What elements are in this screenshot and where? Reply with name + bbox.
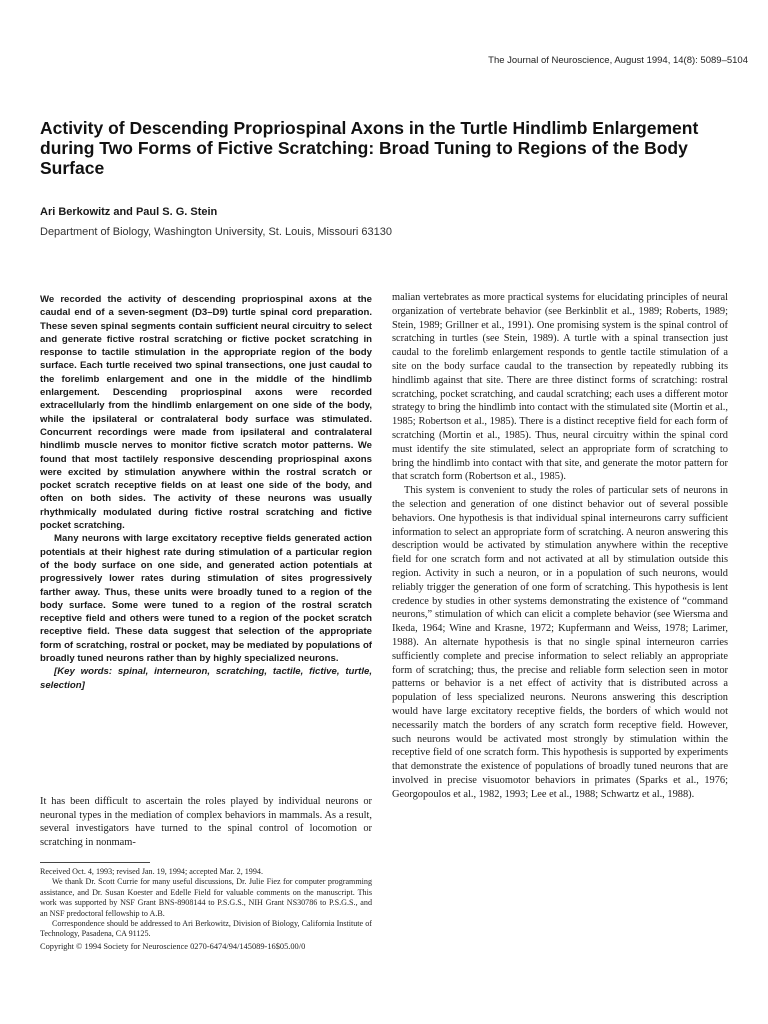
article-title: Activity of Descending Propriospinal Axons in the Turtle Hindlimb Enlargement during Two Forms of Fictive Scratching: Broad Tuning to Regions of the Body Surface <box>40 118 699 178</box>
abstract <box>40 293 372 692</box>
received-dates: Received Oct. 4, 1993; revised Jan. 19, 1994; accepted Mar. 2, 1994. <box>40 867 263 876</box>
copyright-line: Copyright © 1994 Society for Neuroscience 0270-6474/94/145089-16$05.00/0 <box>40 941 306 951</box>
journal-citation: The Journal of Neuroscience, August 1994, 14(8): 5089–5104 <box>488 55 748 66</box>
correspondence-note: Correspondence should be addressed to Ari Berkowitz, Division of Biology, California Institute of Technology, Pasadena, CA 91125. <box>40 919 372 939</box>
body-text-right-column <box>392 291 728 801</box>
body-paragraph: malian vertebrates as more practical systems for elucidating principles of neural organization of vertebrate behavior (see Berkinblit et al., 1989; Roberts, 1989; Stein, 1989; Grillner et al., 1991). One promising system is the spinal control of scratching in turtles (see Stein, 1989). A turtle with a spinal transection just caudal to the forelimb enlargement responds to gentle tactile stimulation of a site on the body surface caudal to the transection by repeatedly rubbing its hindlimb against that site. There are three distinct forms of scratching: rostral scratching, pocket scratching, and caudal scratching; each uses a different motor strategy to bring the hindlimb into contact with the stimulated site (Mortin et al., 1985; Robertson et al., 1985). There is a distinct receptive field for each form of scratching (Mortin et al., 1985). Thus, neural circuitry within the spinal cord must identify the site stimulated, select an appropriate form of scratching to bring the hindlimb into contact with that site, and generate the motor pattern for that scratch form (Robertson et al., 1985). <box>392 292 728 483</box>
abstract-paragraph: We recorded the activity of descending propriospinal axons at the caudal end of a seven-segment (D3–D9) turtle spinal cord preparation. These seven spinal segments contain sufficient neural circuitry to select and generate fictive rostral scratching or fictive pocket scratching in response to tactile stimulation in the appropriate region of the body surface. Each turtle received two spinal transections, one just caudal to the forelimb enlargement and one in the middle of the hindlimb enlargement. Descending propriospinal axons were recorded extracellularly from the hindlimb enlargement on one side of the body, while the ipsilateral or contralateral body surface was stimulated. Concurrent recordings were made from ipsilateral and contralateral hindlimb muscle nerves to monitor fictive scratch motor patterns. We found that most tactilely responsive descending propriospinal axons were excited by stimulation anywhere within the rostral scratch or pocket scratch receptive fields on at least one side of the body, and often on both sides. The activity of these neurons was usually rhythmically modulated during fictive rostral scratching and fictive pocket scratching. <box>40 294 372 532</box>
abstract-paragraph: Many neurons with large excitatory receptive fields generated action potentials at their highest rate during stimulation of a particular region of the body surface on one side, and generated action potentials at progressively lower rates during stimulation of sites progressively farther away. Thus, these units were broadly tuned to a region of the body surface. Some were tuned to a region of the rostral scratch receptive field and others were tuned to a region of the pocket scratch receptive field. These data suggest that selection of the appropriate form of scratching, rostral or pocket, may be mediated by populations of broadly tuned neurons rather than by highly specialized neurons. <box>40 533 372 665</box>
keywords: [Key words: spinal, interneuron, scratching, tactile, fictive, turtle, selection] <box>40 666 372 691</box>
footnote-divider <box>40 862 150 863</box>
body-paragraph: This system is convenient to study the roles of particular sets of neurons in the selection and generation of one distinct behavior out of several possible behaviors. One hypothesis is that individual spinal interneurons carry sufficient information to select an appropriate form of scratching. A neuron answering this description would be activated by stimulation anywhere within the receptive field for one scratch form and not activated at all by stimulation outside this region. Activity in such a neuron, or in a population of such neurons, would reliably trigger the generation of one form of scratching. This hypothesis is lent credence by studies in other systems demonstrating the existence of “command neurons,” stimulation of which can elicit a complete behavior (see Wiersma and Ikeda, 1964; Wine and Krasne, 1972; Kupfermann and Weiss, 1978; Larimer, 1988). An alternate hypothesis is that no single spinal interneuron carries sufficiently complete and precise information to select reliably an appropriate form of scratching; thus, the precise and reliable form selection seen in motor patterns or behavior is a net effect of activity that is distributed across a population of less specialized neurons. Neurons answering this description would have large excitatory receptive fields, the borders of which would not necessarily match the borders of any scratch form receptive field. However, such neurons would be activated most strongly by stimulation within the receptive field of one scratch form. This hypothesis is supported by experiments that demonstrate the existence of populations of broadly tuned neurons that are involved in precise visuomotor behaviors in primates (Sparks et al., 1976; Georgopoulos et al., 1982, 1993; Lee et al., 1988; Schwartz et al., 1988). <box>392 485 728 800</box>
author-affiliation: Department of Biology, Washington University, St. Louis, Missouri 63130 <box>40 226 392 238</box>
acknowledgments: We thank Dr. Scott Currie for many useful discussions, Dr. Julie Fiez for computer programming assistance, and Dr. Susan Koester and Edelle Field for valuable comments on the manuscript. This work was supported by NSF Grant BNS-8908144 to P.S.G.S., NIH Grant NS30786 to P.S.G.S., and an NSF predoctoral fellowship to A.B. <box>40 877 372 918</box>
footnotes <box>40 867 372 952</box>
introduction-paragraph: It has been difficult to ascertain the roles played by individual neurons or neuronal types in the mediation of complex behaviors in mammals. As a result, several investigators have turned to the spinal control of locomotion or scratching in nonmam- <box>40 796 372 848</box>
author-list: Ari Berkowitz and Paul S. G. Stein <box>40 206 218 218</box>
